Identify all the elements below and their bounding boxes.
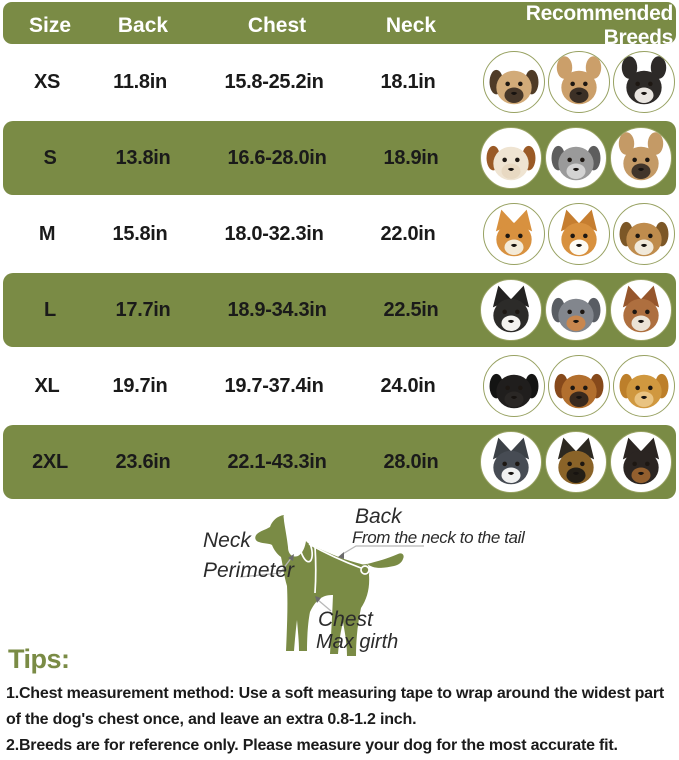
chest-value: 15.8-25.2in xyxy=(224,70,324,93)
chest-measure-line xyxy=(315,546,316,593)
chest-label-line2: Max girth xyxy=(316,631,399,653)
breed-avatar-doberman xyxy=(610,431,672,493)
dog-face-graphic xyxy=(550,358,608,416)
chest-value: 18.9-34.3in xyxy=(227,298,327,321)
chest-value: 18.0-32.3in xyxy=(224,222,324,245)
size-value: M xyxy=(38,222,56,245)
header-recommended-breeds: Recommended Breeds xyxy=(525,2,673,49)
size-value: XL xyxy=(34,374,60,397)
breed-avatar-american-staffordshire-terrier xyxy=(610,279,672,341)
breed-avatar-cavalier-king-charles-spaniel xyxy=(480,127,542,189)
size-value: XS xyxy=(33,70,61,93)
dog-face-graphic xyxy=(615,54,673,112)
dog-face-graphic xyxy=(485,358,543,416)
neck-label-line1: Neck xyxy=(203,529,251,552)
breed-avatar-boxer xyxy=(548,355,610,417)
back-value: 11.8in xyxy=(113,70,167,93)
chest-value: 22.1-43.3in xyxy=(227,450,327,473)
tips-heading: Tips: xyxy=(8,644,70,674)
size-value: S xyxy=(43,146,57,169)
dog-face-graphic xyxy=(482,282,540,340)
dog-face-graphic xyxy=(485,54,543,112)
dog-face-graphic xyxy=(550,206,608,264)
breed-avatars xyxy=(454,203,679,265)
breed-avatars xyxy=(457,431,676,493)
size-row-xl xyxy=(0,348,679,424)
breed-avatar-border-collie xyxy=(480,279,542,341)
breed-avatar-australian-shepherd xyxy=(545,279,607,341)
breed-avatar-golden-retriever xyxy=(613,355,675,417)
breed-avatar-corgi xyxy=(548,203,610,265)
back-label-line2: From the neck to the tail xyxy=(352,528,525,547)
dog-face-graphic xyxy=(485,206,543,264)
neck-label-line2: Perimeter xyxy=(203,559,295,582)
size-value: L xyxy=(44,298,56,321)
breed-avatar-beagle xyxy=(613,203,675,265)
breed-avatar-siberian-husky xyxy=(480,431,542,493)
breed-avatar-german-shepherd xyxy=(545,431,607,493)
size-row-m xyxy=(0,196,679,272)
breed-avatar-black-labrador xyxy=(483,355,545,417)
neck-value: 22.0in xyxy=(380,222,436,245)
dog-face-graphic xyxy=(547,434,605,492)
breed-avatars xyxy=(454,355,679,417)
dog-face-graphic xyxy=(547,282,605,340)
tip-breeds-reference: 2.Breeds are for reference only. Please measure your dog for the most accurate fit. xyxy=(6,736,618,754)
measurement-diagram-svg xyxy=(0,500,679,658)
dog-face-graphic xyxy=(550,54,608,112)
size-value: 2XL xyxy=(32,450,68,473)
size-row-2xl xyxy=(3,425,676,499)
back-value: 15.8in xyxy=(112,222,168,245)
breed-avatar-french-bulldog xyxy=(610,127,672,189)
table-header-row xyxy=(3,2,676,49)
back-value: 23.6in xyxy=(115,450,171,473)
back-label-line1: Back xyxy=(355,505,402,528)
size-chart-infographic xyxy=(0,2,679,760)
header-chest: Chest xyxy=(247,14,307,37)
neck-value: 18.9in xyxy=(383,146,439,169)
tips-section xyxy=(0,644,679,759)
back-value: 19.7in xyxy=(112,374,168,397)
breed-avatar-french-bulldog xyxy=(548,51,610,113)
dog-face-graphic xyxy=(612,282,670,340)
header-size: Size xyxy=(28,14,72,37)
breed-avatar-boston-terrier xyxy=(613,51,675,113)
breed-avatars xyxy=(454,51,679,113)
chest-label-line1: Chest xyxy=(318,608,373,631)
breed-avatars xyxy=(457,127,676,189)
neck-value: 22.5in xyxy=(383,298,439,321)
breed-avatar-pug xyxy=(483,51,545,113)
dog-face-graphic xyxy=(615,358,673,416)
size-row-s xyxy=(3,121,676,195)
size-table-body xyxy=(0,44,679,499)
chest-value: 16.6-28.0in xyxy=(227,146,327,169)
breed-avatars xyxy=(457,279,676,341)
dog-face-graphic xyxy=(482,130,540,188)
dog-face-graphic xyxy=(612,434,670,492)
back-value: 13.8in xyxy=(115,146,171,169)
breed-avatar-shiba-inu xyxy=(483,203,545,265)
neck-value: 18.1in xyxy=(380,70,436,93)
neck-value: 24.0in xyxy=(380,374,436,397)
dog-face-graphic xyxy=(482,434,540,492)
breed-avatar-miniature-schnauzer xyxy=(545,127,607,189)
size-row-l xyxy=(3,273,676,347)
dog-face-graphic xyxy=(612,130,670,188)
header-back: Back xyxy=(117,14,169,37)
back-value: 17.7in xyxy=(115,298,171,321)
dog-face-graphic xyxy=(615,206,673,264)
header-neck: Neck xyxy=(385,14,437,37)
neck-value: 28.0in xyxy=(383,450,439,473)
measurement-diagram xyxy=(0,500,679,658)
size-row-xs xyxy=(0,44,679,120)
chest-value: 19.7-37.4in xyxy=(224,374,324,397)
back-connector-line xyxy=(341,546,424,555)
dog-face-graphic xyxy=(547,130,605,188)
tip-chest-measurement: 1.Chest measurement method: Use a soft measuring tape to wrap around the widest part of the dog's chest once, and leave an extra 0.8-1.2 inch. xyxy=(6,685,665,728)
